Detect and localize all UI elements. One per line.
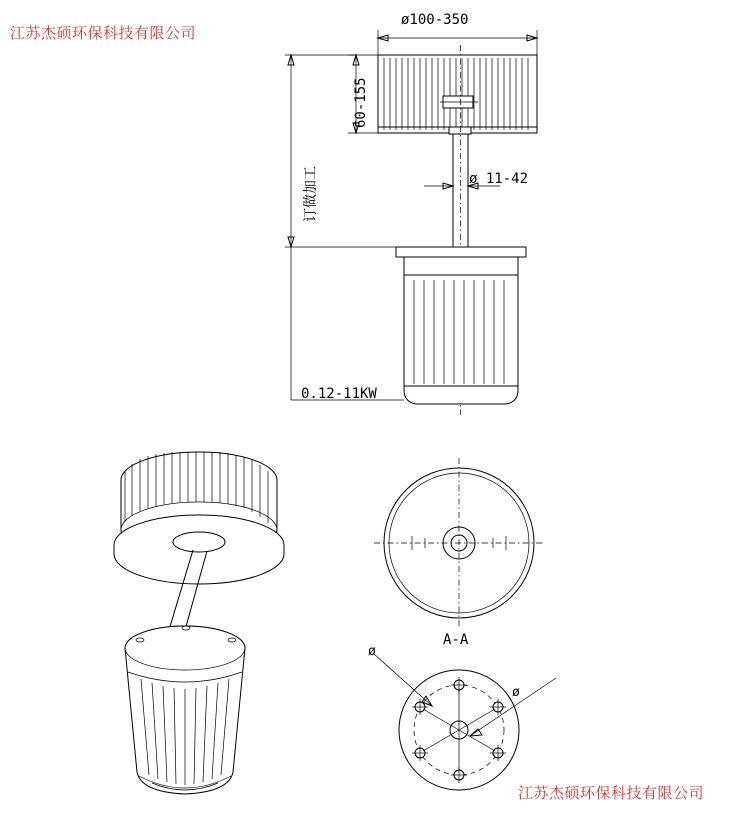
label-hole-diameter: ø: [512, 685, 520, 700]
label-bolt-circle-diameter: ø: [368, 644, 376, 659]
section-view-a-a: [374, 458, 544, 628]
watermark-top-left: 江苏杰硕环保科技有限公司: [10, 24, 197, 42]
label-section-a-a: A-A: [443, 632, 469, 648]
label-impeller-height: 60-155: [353, 77, 369, 128]
label-shaft-diameter: ø 11-42: [469, 171, 529, 187]
isometric-view: [114, 452, 284, 794]
watermark-bottom-right: 江苏杰硕环保科技有限公司: [518, 784, 705, 802]
front-elevation-view: [285, 30, 537, 415]
label-custom-length: 订做加工: [303, 166, 319, 222]
bottom-flange-view: [374, 654, 556, 790]
label-impeller-diameter: ø100-350: [401, 12, 469, 28]
label-motor-power: 0.12-11KW: [301, 386, 377, 402]
